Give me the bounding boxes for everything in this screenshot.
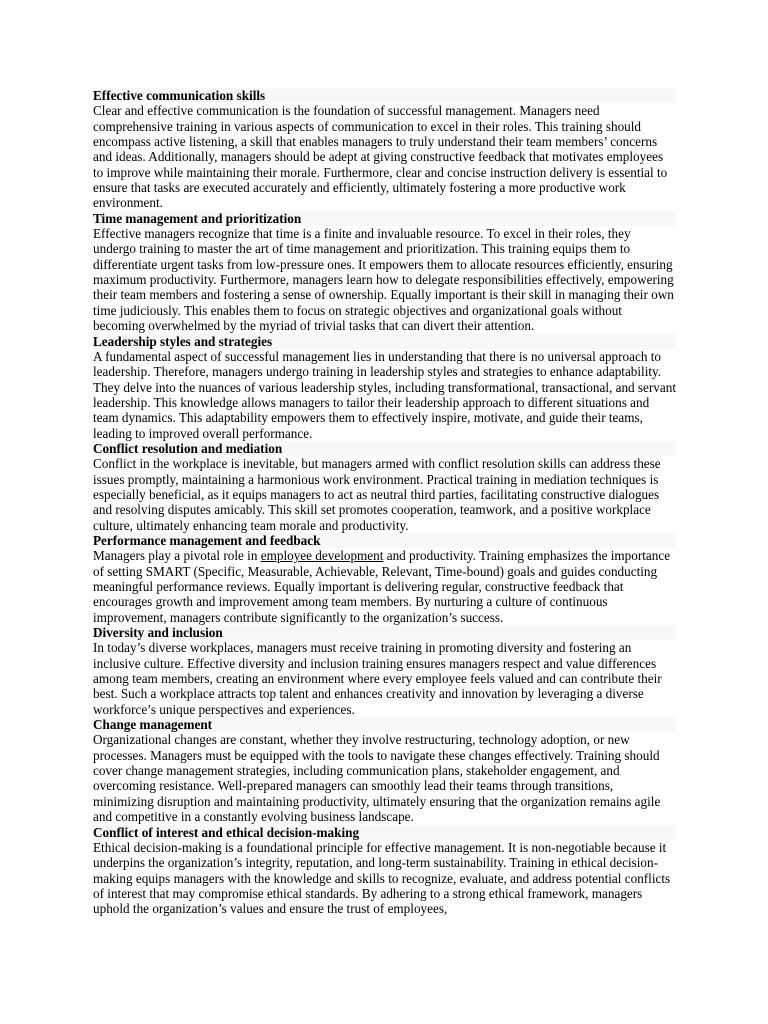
section-time-management xyxy=(93,211,676,334)
section-heading: Effective communication skills xyxy=(93,88,676,103)
section-heading: Change management xyxy=(93,717,676,732)
section-paragraph: Ethical decision-making is a foundational principle for effective management. It is non-negotiable because it underpins the organization’s integrity, reputation, and long-term sustainability. Training in ethical decision-making equips managers with the knowledge and skills to recognize, evaluate, and address potential conflicts of interest that may compromise ethical standards. By adhering to a strong ethical framework, managers uphold the organization’s values and ensure the trust of employees, xyxy=(93,839,671,917)
section-ethics xyxy=(93,825,676,917)
section-heading: Conflict of interest and ethical decision-making xyxy=(93,825,676,840)
section-leadership xyxy=(93,334,676,441)
section-paragraph xyxy=(93,548,676,625)
section-heading: Diversity and inclusion xyxy=(93,625,676,640)
section-change-management xyxy=(93,717,676,824)
section-diversity xyxy=(93,625,676,717)
section-heading: Performance management and feedback xyxy=(93,533,676,548)
section-conflict-resolution xyxy=(93,441,676,533)
section-paragraph: Organizational changes are constant, whether they involve restructuring, technology adoption, or new processes. Managers must be equipped with the tools to navigate these changes effectively. Training should cover change management strategies, including communication plans, stakeholder engagement, and overcoming resistance. Well-prepared managers can smoothly lead their teams through transitions, minimizing disruption and maintaining productivity, ultimately ensuring that the organization remains agile and competitive in a constantly evolving business landscape. xyxy=(93,732,661,825)
section-paragraph: In today’s diverse workplaces, managers must receive training in promoting diversity and fostering an inclusive culture. Effective diversity and inclusion training ensures managers respect and value differences among team members, creating an environment where every employee feels valued and can contribute their best. Such a workplace attracts top talent and enhances creativity and innovation by leveraging a diverse workforce’s unique perspectives and experiences. xyxy=(93,640,662,717)
employee-development-link[interactable]: employee development xyxy=(260,548,384,564)
section-paragraph: Clear and effective communication is the foundation of successful management. Managers need comprehensive training in various aspects of communication to excel in their roles. This training should encompass active listening, a skill that enables managers to truly understand their team members’ concerns and ideas. Additionally, managers should be adept at giving constructive feedback that motivates employees to improve while maintaining their morale. Furthermore, clear and concise instruction delivery is essential to ensure that tasks are executed accurately and efficiently, ultimately fostering a more productive work environment. xyxy=(93,103,668,211)
document-page xyxy=(93,88,676,917)
section-heading: Leadership styles and strategies xyxy=(93,334,676,349)
section-heading: Conflict resolution and mediation xyxy=(93,441,676,456)
section-paragraph: Conflict in the workplace is inevitable, but managers armed with conflict resolution skills can address these issues promptly, maintaining a harmonious work environment. Practical training in mediation techniques is especially beneficial, as it equips managers to act as neutral third parties, facilitating constructive dialogues and resolving disputes amicably. This skill set promotes cooperation, teamwork, and a positive workplace culture, ultimately enhancing team morale and productivity. xyxy=(93,456,661,533)
section-performance xyxy=(93,533,676,625)
paragraph-text: Managers play a pivotal role in xyxy=(93,548,261,564)
section-communication xyxy=(93,88,676,211)
section-heading: Time management and prioritization xyxy=(93,211,676,226)
paragraph-text: and productivity. Training emphasizes the importance of setting SMART (Specific, Measurable, Achievable, Relevant, Time-bound) goals and guides conducting meaningful performance reviews. Equally important is delivering regular, constructive feedback that encourages growth and improvement among team members. By nurturing a culture of continuous improvement, managers contribute significantly to the organization’s success. xyxy=(93,548,671,625)
section-paragraph: A fundamental aspect of successful management lies in understanding that there is no universal approach to leadership. Therefore, managers undergo training in leadership styles and strategies to enhance adaptability. They delve into the nuances of various leadership styles, including transformational, transactional, and servant leadership. This knowledge allows managers to tailor their leadership approach to different situations and team dynamics. This adaptability empowers them to effectively inspire, motivate, and guide their teams, leading to improved overall performance. xyxy=(93,348,677,441)
section-paragraph: Effective managers recognize that time is a finite and invaluable resource. To excel in their roles, they undergo training to master the art of time management and prioritization. This training equips them to differentiate urgent tasks from low-pressure ones. It empowers them to allocate resources efficiently, ensuring maximum productivity. Furthermore, managers learn how to delegate responsibilities effectively, empowering their team members and fostering a sense of ownership. Equally important is their skill in managing their own time judiciously. This enables them to focus on strategic objectives and organizational goals without becoming overwhelmed by the myriad of trivial tasks that can divert their attention. xyxy=(93,226,674,334)
